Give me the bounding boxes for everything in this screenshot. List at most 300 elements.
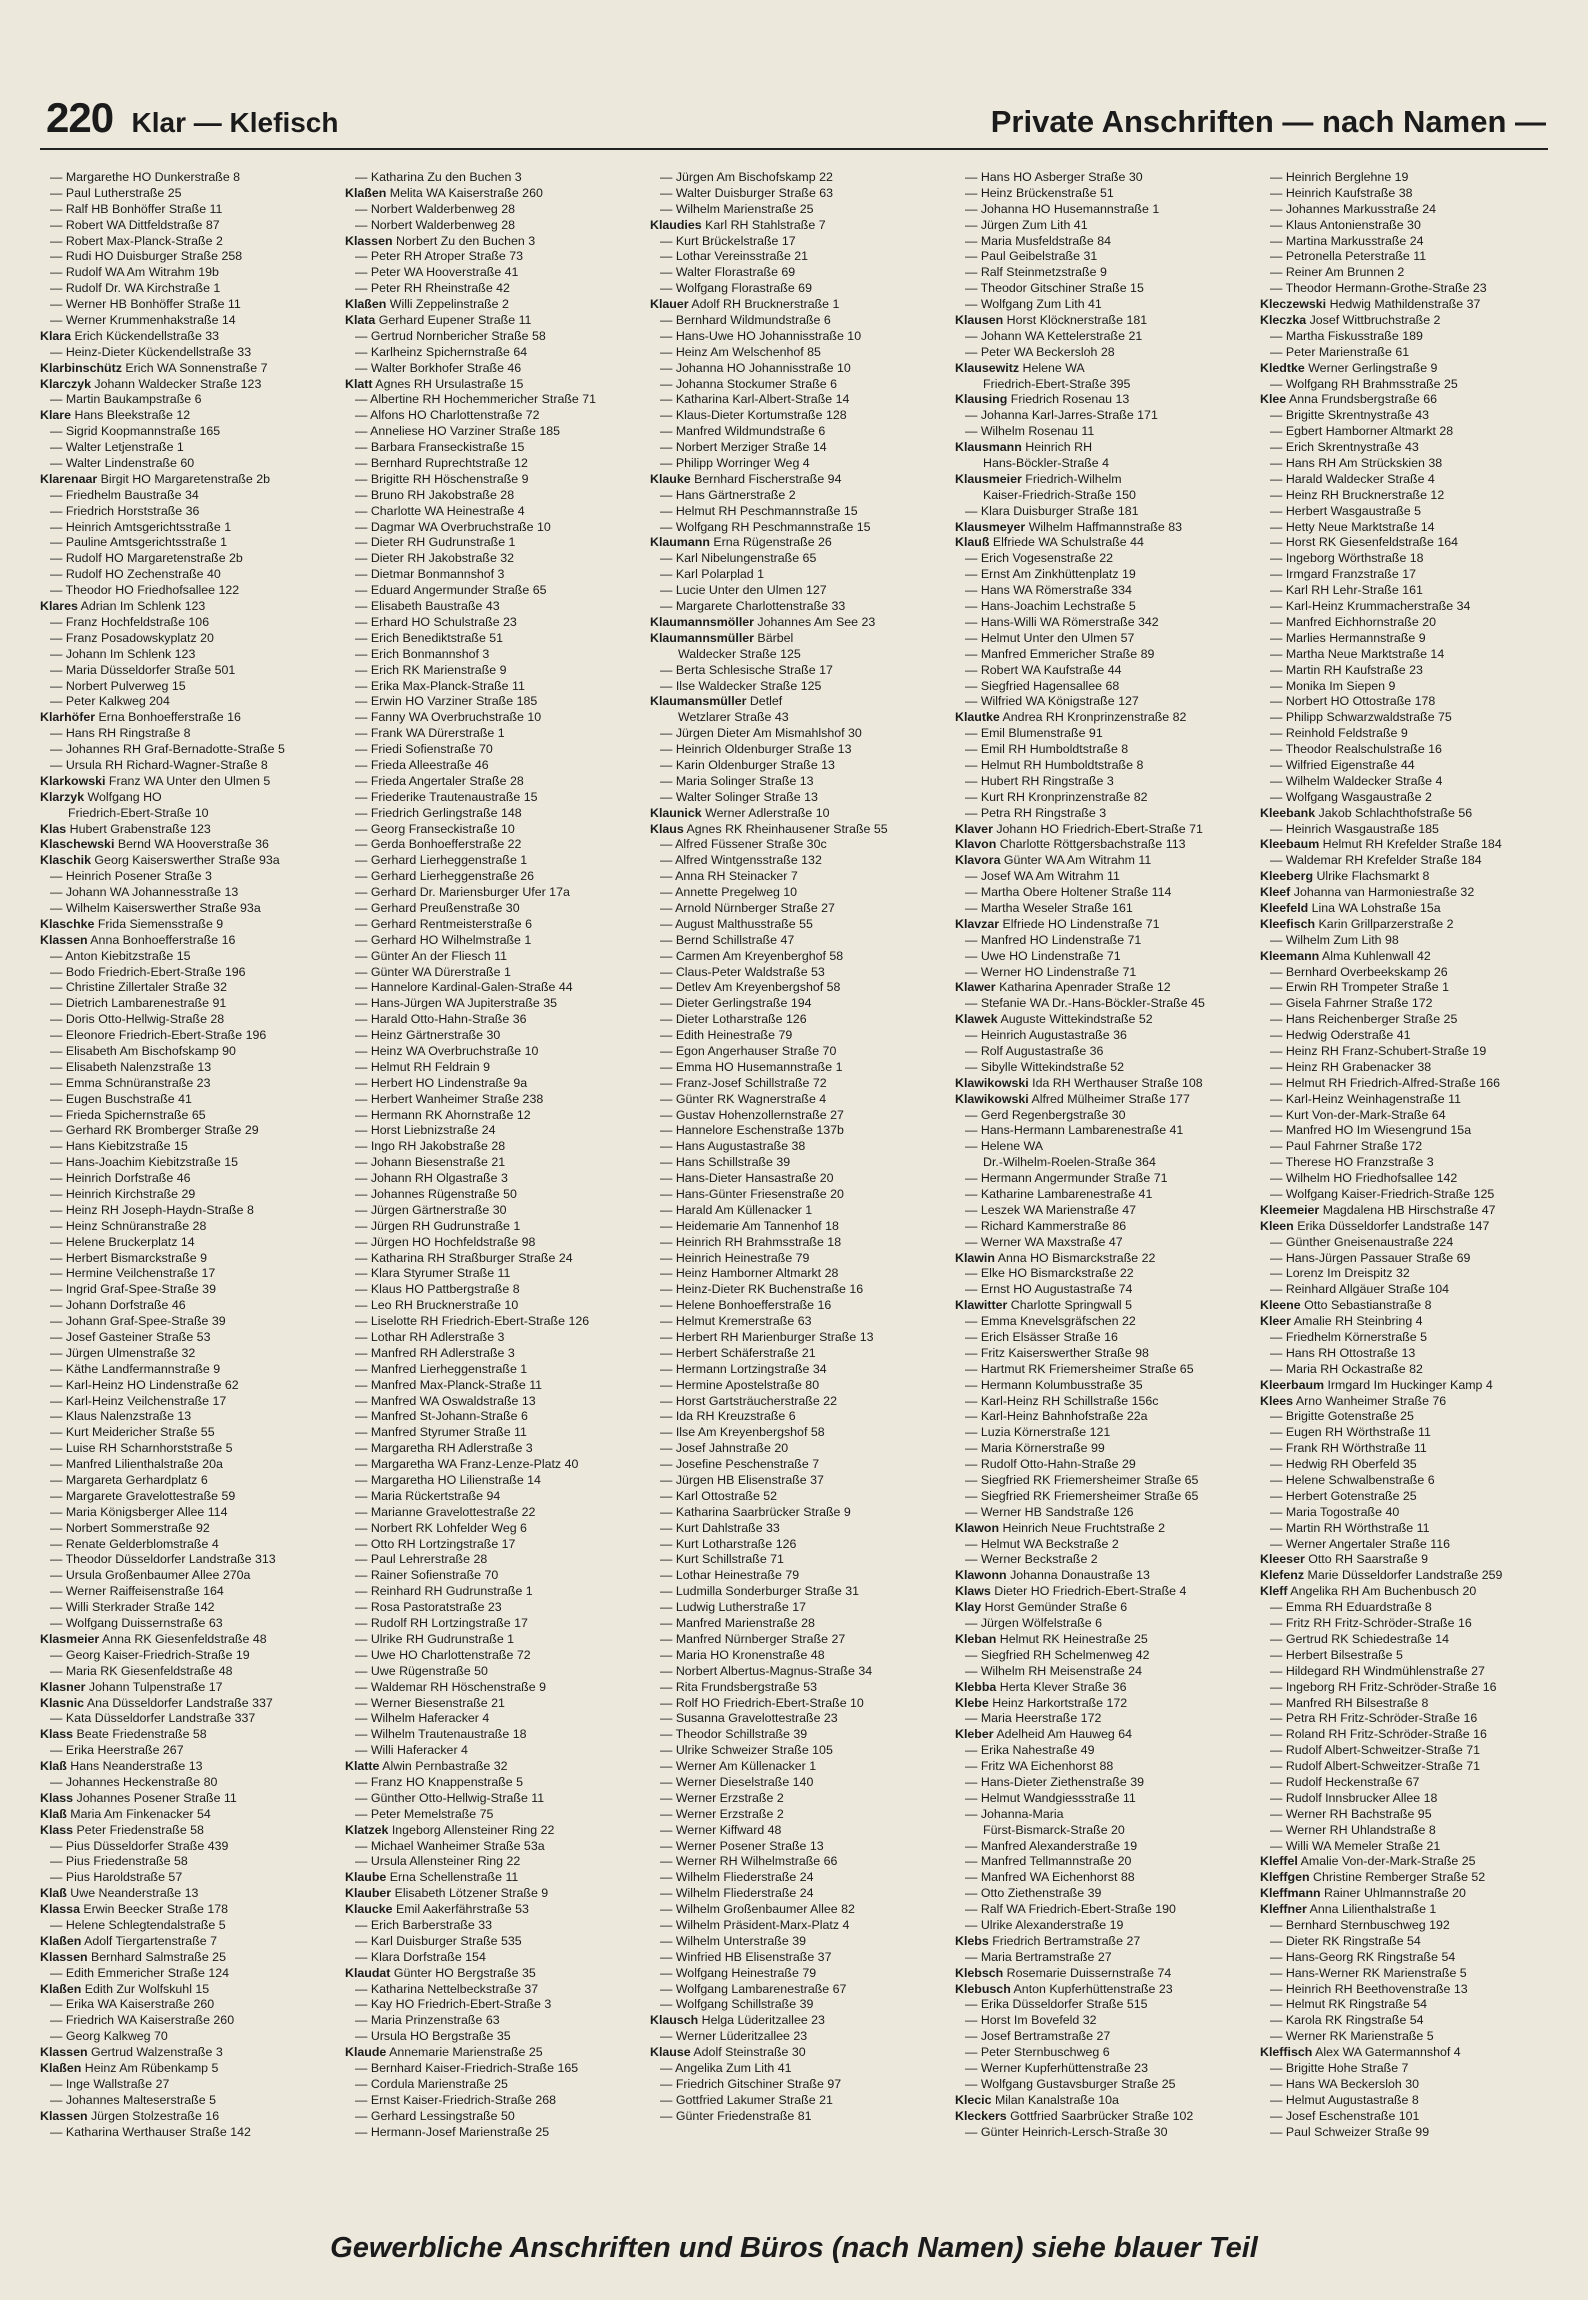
surname: Klaver [955, 821, 993, 836]
sub-entry: — Manfred Eichhornstraße 20 [1270, 614, 1436, 629]
sub-entry: — Ralf Steinmetzstraße 9 [965, 265, 1107, 280]
sub-entry: — Margaretha RH Adlerstraße 3 [355, 1441, 533, 1456]
entry-details: Arno Wanheimer Straße 76 [1293, 1393, 1447, 1408]
sub-entry: — Manfred WA Eichenhorst 88 [965, 1870, 1135, 1885]
sub-entry: — Margaretha WA Franz-Lenze-Platz 40 [355, 1457, 579, 1472]
sub-entry: — Hans Reichenberger Straße 25 [1270, 1012, 1458, 1027]
entry-continuation: Waldecker Straße 125 [678, 646, 801, 661]
sub-entry: — Dieter RK Ringstraße 54 [1270, 1933, 1421, 1948]
surname-entry [650, 615, 948, 631]
sub-entry: — Paul Lehrerstraße 28 [355, 1552, 488, 1567]
surname: Kleerbaum [1260, 1377, 1325, 1392]
sub-entry: — Hans Augustastraße 38 [660, 1139, 806, 1154]
sub-entry: — Marianne Gravelottestraße 22 [355, 1504, 536, 1519]
sub-entry: — Heinrich Oldenburger Straße 13 [660, 742, 852, 757]
surname: Kleen [1260, 1218, 1294, 1233]
entry-details: Agnes RH Ursulastraße 15 [372, 376, 524, 391]
sub-entry: — Pius Haroldstraße 57 [50, 1870, 183, 1885]
surname: Kleebaum [1260, 837, 1320, 852]
sub-entry: — Anna RH Steinacker 7 [660, 869, 798, 884]
sub-entry: — Ernst Am Zinkhüttenplatz 19 [965, 567, 1136, 582]
entry-details: Gottfried Saarbrücker Straße 102 [1006, 2108, 1194, 2123]
surname-entry [650, 694, 948, 710]
entry-details: Irmgard Im Huckinger Kamp 4 [1324, 1377, 1493, 1392]
sub-entry: — Werner Kupferhüttenstraße 23 [965, 2060, 1148, 2075]
sub-entry: — Walter Florastraße 69 [660, 265, 796, 280]
surname: Klaß [40, 1759, 67, 1774]
surname: Klasner [40, 1679, 86, 1694]
sub-entry: — Günther Otto-Hellwig-Straße 11 [355, 1790, 545, 1805]
entry-details: Amalie Von-der-Mark-Straße 25 [1297, 1854, 1476, 1869]
sub-entry: — Helmut RK Ringstraße 54 [1270, 1997, 1428, 2012]
surname: Klavzar [955, 916, 1000, 931]
sub-entry: — Heinz Schnüranstraße 28 [50, 1218, 207, 1233]
sub-entry: — Hedwig RH Oberfeld 35 [1270, 1457, 1417, 1472]
entry-details: Lina WA Lohstraße 15a [1308, 900, 1441, 915]
entry-details: Anna HO Bismarckstraße 22 [994, 1250, 1156, 1265]
surname: Kleber [955, 1727, 994, 1742]
surname: Kleemeier [1260, 1202, 1320, 1217]
entry-details: Birgit HO Margaretenstraße 2b [97, 471, 271, 486]
sub-entry: — Hans-Günter Friesenstraße 20 [660, 1187, 844, 1201]
sub-entry: — Hans WA Beckersloh 30 [1270, 2076, 1419, 2091]
sub-entry: — Hans-Dieter Hansastraße 20 [660, 1171, 834, 1186]
sub-entry: — Uwe Rügenstraße 50 [355, 1663, 488, 1678]
sub-entry: — Rolf Augustastraße 36 [965, 1043, 1104, 1058]
sub-entry: — Peter Memelstraße 75 [355, 1806, 494, 1821]
sub-entry: — Karl-Heinz Bahnhofstraße 22a [965, 1409, 1148, 1424]
sub-entry: — Martin RH Wörthstraße 11 [1270, 1520, 1430, 1535]
sub-entry: — Ernst Kaiser-Friedrich-Straße 268 [355, 2092, 557, 2107]
surname-entry [40, 1759, 338, 1775]
sub-entry: — Werner HO Lindenstraße 71 [965, 964, 1137, 979]
entry-details: Detlef [746, 694, 783, 709]
sub-entry: — Ernst HO Augustastraße 74 [965, 1282, 1133, 1297]
entry-details: Hubert Grabenstraße 123 [66, 821, 211, 836]
sub-entry: — Hans-Jürgen WA Jupiterstraße 35 [355, 996, 558, 1011]
surname-entry [345, 186, 643, 202]
sub-entry: — Werner RH Wilhelmstraße 66 [660, 1854, 838, 1869]
surname-entry [1260, 917, 1550, 933]
sub-entry: — Rudolf HO Margaretenstraße 2b [50, 551, 243, 566]
sub-entry: — Susanna Gravelottestraße 23 [660, 1711, 838, 1726]
surname-entry [955, 1680, 1253, 1696]
entry-details: Hans Neanderstraße 13 [66, 1759, 203, 1774]
sub-entry: — Ulrike Alexanderstraße 19 [965, 1917, 1124, 1932]
sub-entry: — Michael Wanheimer Straße 53a [355, 1838, 545, 1853]
surname-entry [955, 1727, 1253, 1743]
surname: Klausing [955, 392, 1008, 407]
sub-entry: — Hildegard RH Windmühlenstraße 27 [1270, 1663, 1485, 1678]
sub-entry: — Norbert Walderbenweg 28 [355, 217, 516, 232]
sub-entry: — Manfred HO Im Wiesengrund 15a [1270, 1123, 1472, 1138]
sub-entry: — Erika Max-Planck-Straße 11 [355, 678, 525, 693]
surname-entry [955, 472, 1253, 488]
sub-entry: — Helene Schwalbenstraße 6 [1270, 1473, 1435, 1488]
sub-entry: — Reinhard RH Gudrunstraße 1 [355, 1584, 533, 1599]
sub-entry: — Helmut RH Humboldtstraße 8 [965, 757, 1144, 772]
surname-entry [955, 1934, 1253, 1950]
sub-entry: — Frieda Alleestraße 46 [355, 757, 489, 772]
surname-entry [1260, 1552, 1550, 1568]
sub-entry: — Horst Gartsträucherstraße 22 [660, 1393, 837, 1408]
sub-entry: — Hedwig Oderstraße 41 [1270, 1028, 1411, 1043]
surname-entry [40, 472, 338, 488]
sub-entry: — Heinz WA Overbruchstraße 10 [355, 1043, 539, 1058]
sub-entry: — Karin Oldenburger Straße 13 [660, 757, 835, 772]
entry-details: Anton Kupferhüttenstraße 23 [1010, 1981, 1173, 1996]
entry-details: Heinz Am Rübenkamp 5 [81, 2060, 219, 2075]
sub-entry: — Werner Kiffward 48 [660, 1822, 782, 1837]
sub-entry: — Hans RH Ringstraße 8 [50, 726, 191, 741]
surname-entry [955, 1632, 1253, 1648]
sub-entry: — Hermann Lortzingstraße 34 [660, 1361, 827, 1376]
sub-entry: — Heinz Brückenstraße 51 [965, 185, 1114, 200]
sub-entry: — Heinrich Amtsgerichtsstraße 1 [50, 519, 232, 534]
entry-details: Johanna van Harmoniestraße 32 [1290, 885, 1475, 900]
sub-entry: — Hermine Veilchenstraße 17 [50, 1266, 216, 1281]
sub-entry: — Hans-Uwe HO Johannisstraße 10 [660, 328, 862, 343]
sub-entry: — Johanna HO Johannisstraße 10 [660, 360, 851, 375]
sub-entry: — Herbert RH Marienburger Straße 13 [660, 1330, 874, 1345]
sub-entry: — Gerhard Lierheggenstraße 26 [355, 869, 535, 884]
sub-entry: — Gerd Regenbergstraße 30 [965, 1107, 1126, 1122]
sub-entry: — Ralf WA Friedrich-Ebert-Straße 190 [965, 1902, 1176, 1917]
sub-entry: — Friedrich Gerlingstraße 148 [355, 805, 522, 820]
sub-entry: — Wilhelm Unterstraße 39 [660, 1933, 806, 1948]
sub-entry: — Rudolf Otto-Hahn-Straße 29 [965, 1457, 1136, 1472]
sub-entry: — Klara Styrumer Straße 11 [355, 1266, 511, 1281]
sub-entry: — Martina Markusstraße 24 [1270, 233, 1424, 248]
sub-entry: — Heinrich RH Beethovenstraße 13 [1270, 1981, 1468, 1996]
sub-entry: — Karl Nibelungenstraße 65 [660, 551, 817, 566]
sub-entry: — Norbert Sommerstraße 92 [50, 1520, 210, 1535]
entry-details: Uwe Neanderstraße 13 [66, 1886, 199, 1901]
sub-entry: — Manfred RH Adlerstraße 3 [355, 1345, 515, 1360]
sub-entry: — Manfred WA Oswaldstraße 13 [355, 1393, 536, 1408]
sub-entry: — Maria Prinzenstraße 63 [355, 2013, 500, 2028]
sub-entry: — Peter WA Hooverstraße 41 [355, 265, 519, 280]
entry-details: Anna Lilienthalstraße 1 [1306, 1902, 1437, 1917]
surname-entry [1260, 869, 1550, 885]
sub-entry: — Maria Düsseldorfer Straße 501 [50, 662, 236, 677]
sub-entry: — Dietmar Bonmannshof 3 [355, 567, 505, 582]
sub-entry: — Werner Dieselstraße 140 [660, 1774, 814, 1789]
entry-continuation: Kaiser-Friedrich-Straße 150 [983, 487, 1136, 502]
sub-entry: — Reinhold Feldstraße 9 [1270, 726, 1408, 741]
sub-entry: — Hans RH Am Strückskien 38 [1270, 456, 1443, 471]
surname-entry [40, 853, 338, 869]
sub-entry: — Ursula HO Bergstraße 35 [355, 2029, 511, 2044]
sub-entry: — Werner RK Marienstraße 5 [1270, 2029, 1434, 2044]
surname-entry [1260, 1584, 1550, 1600]
surname: Klauber [345, 1886, 392, 1901]
sub-entry: — Franz Hochfeldstraße 106 [50, 614, 210, 629]
sub-entry: — Herbert Wanheimer Straße 238 [355, 1091, 544, 1106]
sub-entry: — Christine Zillertaler Straße 32 [50, 980, 227, 995]
entry-details: Gertrud Walzenstraße 3 [87, 2045, 223, 2060]
sub-entry: — Werner RH Bachstraße 95 [1270, 1806, 1432, 1821]
sub-entry: — Wolfgang Zum Lith 41 [965, 297, 1102, 312]
surname: Klausmeier [955, 471, 1022, 486]
sub-entry: — Therese HO Franzstraße 3 [1270, 1155, 1434, 1170]
sub-entry: — Ralf HB Bonhöffer Straße 11 [50, 201, 223, 216]
sub-entry: — Sigrid Koopmannstraße 165 [50, 424, 221, 439]
sub-entry: — Werner WA Maxstraße 47 [965, 1234, 1123, 1249]
sub-entry: — Frieda Spichernstraße 65 [50, 1107, 206, 1122]
surname-entry [40, 1982, 338, 1998]
sub-entry: — Josef Bertramstraße 27 [965, 2029, 1111, 2044]
entry-details: Elfriede WA Schulstraße 44 [989, 535, 1144, 550]
sub-entry: — Harald Am Küllenacker 1 [660, 1202, 813, 1217]
sub-entry: — Emma HO Husemannstraße 1 [660, 1059, 843, 1074]
surname: Kleczka [1260, 313, 1307, 328]
entry-continuation: Wetzlarer Straße 43 [678, 710, 789, 725]
sub-entry: — Johannes Heckenstraße 80 [50, 1774, 218, 1789]
sub-entry: — Heinrich Posener Straße 3 [50, 869, 212, 884]
surname-entry [650, 631, 948, 647]
surname-entry [955, 710, 1253, 726]
surname: Klare [40, 408, 71, 423]
surname-entry [345, 1886, 643, 1902]
sub-entry: — Waldemar RH Höschenstraße 9 [355, 1679, 546, 1694]
sub-entry: — Herbert Bismarckstraße 9 [50, 1250, 207, 1265]
entry-details: Adrian Im Schlenk 123 [77, 599, 206, 614]
sub-entry: — Siegfried RK Friemersheimer Straße 65 [965, 1488, 1199, 1503]
sub-entry: — August Malthusstraße 55 [660, 916, 813, 931]
sub-entry: — Wolfgang Florastraße 69 [660, 281, 812, 296]
surname: Kleffgen [1260, 1870, 1310, 1885]
surname-entry [40, 822, 338, 838]
sub-entry: — Manfred Lierheggenstraße 1 [355, 1361, 528, 1376]
sub-entry: — Fritz RH Fritz-Schröder-Straße 16 [1270, 1616, 1472, 1631]
surname-entry [1260, 1394, 1550, 1410]
sub-entry: — Charlotte WA Heinestraße 4 [355, 503, 525, 518]
surname: Klawon [955, 1520, 1000, 1535]
sub-entry: — Rudolf Dr. WA Kirchstraße 1 [50, 281, 221, 296]
sub-entry: — Elisabeth Am Bischofskamp 90 [50, 1043, 236, 1058]
sub-entry: — Jürgen Zum Lith 41 [965, 217, 1088, 232]
surname: Klebs [955, 1933, 989, 1948]
entry-details: Maria Am Finkenacker 54 [66, 1806, 211, 1821]
sub-entry: — Arnold Nürnberger Straße 27 [660, 900, 835, 915]
sub-entry: — Lothar RH Adlerstraße 3 [355, 1330, 505, 1345]
surname-entry [1260, 2045, 1550, 2061]
sub-entry: — Gertrud RK Schiedestraße 14 [1270, 1631, 1450, 1646]
sub-entry: — Werner RH Uhlandstraße 8 [1270, 1822, 1436, 1837]
sub-entry: — Franz HO Knappenstraße 5 [355, 1774, 524, 1789]
sub-entry: — Inge Wallstraße 27 [50, 2076, 170, 2091]
surname-entry [1260, 1219, 1550, 1235]
entry-details: Peter Friedenstraße 58 [73, 1822, 204, 1837]
sub-entry: — Johanna-Maria [965, 1806, 1064, 1821]
sub-entry: — Theodor Realschulstraße 16 [1270, 742, 1442, 757]
sub-entry: — Hannelore Eschenstraße 137b [660, 1123, 844, 1138]
sub-entry: — Friedrich Horststraße 36 [50, 503, 200, 518]
sub-entry: — Wilhelm Präsident-Marx-Platz 4 [660, 1917, 850, 1932]
listing-columns [40, 170, 1550, 2220]
sub-entry: — Manfred Alexanderstraße 19 [965, 1838, 1138, 1853]
surname-entry [40, 1950, 338, 1966]
sub-entry: — Gerhard Dr. Mariensburger Ufer 17a [355, 885, 570, 900]
surname: Kleckers [955, 2108, 1007, 2123]
sub-entry: — Petra RH Ringstraße 3 [965, 805, 1107, 820]
sub-entry: — Erika Heerstraße 267 [50, 1743, 184, 1758]
sub-entry: — Georg Kaiser-Friedrich-Straße 19 [50, 1647, 250, 1662]
sub-entry: — Philipp Schwarzwaldstraße 75 [1270, 710, 1452, 725]
sub-entry: — Josefine Peschenstraße 7 [660, 1457, 820, 1472]
surname-entry [40, 790, 338, 806]
sub-entry: — Erich Barberstraße 33 [355, 1917, 493, 1932]
sub-entry: — Bernhard Wildmundstraße 6 [660, 313, 831, 328]
sub-entry: — Heinz-Dieter Kückendellstraße 33 [50, 344, 252, 359]
sub-entry: — Hetty Neue Marktstraße 14 [1270, 519, 1435, 534]
surname-entry [955, 1584, 1253, 1600]
sub-entry: — Irmgard Franzstraße 17 [1270, 567, 1416, 582]
sub-entry: — Robert Max-Planck-Straße 2 [50, 233, 223, 248]
sub-entry: — Werner Posener Straße 13 [660, 1838, 824, 1853]
sub-entry: — Alfred Füssener Straße 30c [660, 837, 827, 852]
entry-details: Edith Zur Wolfskuhl 15 [81, 1981, 210, 1996]
sub-entry: — Rudolf RH Lortzingstraße 17 [355, 1616, 528, 1631]
entry-details: Ana Düsseldorfer Landstraße 337 [84, 1695, 273, 1710]
sub-entry: — Käthe Landfermannstraße 9 [50, 1361, 221, 1376]
surname-entry [955, 1696, 1253, 1712]
entry-details: Günter HO Bergstraße 35 [390, 1965, 536, 1980]
sub-entry: — Rudolf Innsbrucker Allee 18 [1270, 1790, 1438, 1805]
surname-entry [40, 1632, 338, 1648]
sub-entry: — Siegfried RH Schelmenweg 42 [965, 1647, 1150, 1662]
entry-details: Alwin Pernbastraße 32 [379, 1759, 508, 1774]
column-3 [650, 170, 948, 2220]
surname: Kleczewski [1260, 297, 1327, 312]
surname-entry [955, 520, 1253, 536]
sub-entry: — Herbert HO Lindenstraße 9a [355, 1075, 528, 1090]
surname: Klefenz [1260, 1568, 1305, 1583]
column-1 [40, 170, 338, 2220]
sub-entry: — Roland RH Fritz-Schröder-Straße 16 [1270, 1727, 1487, 1742]
sub-entry: — Katharine Lambarenestraße 41 [965, 1187, 1153, 1201]
sub-entry: — Hermann-Josef Marienstraße 25 [355, 2124, 550, 2139]
surname: Klatte [345, 1759, 380, 1774]
sub-entry: — Brigitte Skrentnystraße 43 [1270, 408, 1430, 423]
entry-details: Josef Wittbruchstraße 2 [1306, 313, 1441, 328]
sub-entry: — Gerda Bonhoefferstraße 22 [355, 837, 522, 852]
sub-entry: — Albertine RH Hochemmericher Straße 71 [355, 392, 597, 407]
entry-details: Auguste Wittekindstraße 52 [997, 1012, 1153, 1027]
surname-entry [40, 329, 338, 345]
surname: Klaßen [345, 185, 387, 200]
entry-details: Beate Friedenstraße 58 [73, 1727, 207, 1742]
surname-entry [1260, 901, 1550, 917]
entry-details: Marie Düsseldorfer Landstraße 259 [1304, 1568, 1503, 1583]
sub-entry: — Werner Erzstraße 2 [660, 1790, 784, 1805]
sub-entry: — Ida RH Kreuzstraße 6 [660, 1409, 796, 1424]
surname: Klass [40, 1727, 74, 1742]
surname-entry [40, 2061, 338, 2077]
entry-details: Helene WA [1019, 360, 1085, 375]
sub-entry: — Jürgen Am Bischofskamp 22 [660, 170, 833, 184]
surname: Klara [40, 328, 71, 343]
surname-entry [955, 440, 1253, 456]
surname: Klaude [345, 2045, 387, 2060]
sub-entry: — Winfried HB Elisenstraße 37 [660, 1949, 832, 1964]
sub-entry: — Karl-Heinz Weinhagenstraße 11 [1270, 1091, 1461, 1106]
surname: Kleene [1260, 1298, 1301, 1313]
sub-entry: — Friedhelm Körnerstraße 5 [1270, 1330, 1428, 1345]
sub-entry: — Wilhelm Großenbaumer Allee 82 [660, 1902, 855, 1917]
sub-entry: — Hermann Kolumbusstraße 35 [965, 1377, 1143, 1392]
entry-details: Otto Sebastianstraße 8 [1300, 1298, 1432, 1313]
sub-entry: — Helmut Kremerstraße 63 [660, 1314, 812, 1329]
sub-entry: — Martha Obere Holtener Straße 114 [965, 885, 1172, 900]
sub-entry: — Heinrich RH Brahmsstraße 18 [660, 1234, 842, 1249]
sub-entry: — Gerhard Lessingstraße 50 [355, 2108, 515, 2123]
surname-entry [40, 2045, 338, 2061]
column-5 [1260, 170, 1550, 2220]
sub-entry: — Eduard Angermunder Straße 65 [355, 583, 547, 598]
sub-entry: — Theodor Schillstraße 39 [660, 1727, 808, 1742]
sub-entry: — Uwe HO Lindenstraße 71 [965, 948, 1121, 963]
surname: Klausch [650, 2013, 699, 2028]
sub-entry: — Paul Schweizer Straße 99 [1270, 2124, 1430, 2139]
sub-entry: — Detlev Am Kreyenbergshof 58 [660, 980, 841, 995]
footer-note: Gewerbliche Anschriften und Büros (nach Namen) siehe blauer Teil [330, 2232, 1258, 2264]
sub-entry: — Siegfried RK Friemersheimer Straße 65 [965, 1473, 1199, 1488]
sub-entry: — Wilfried WA Königstraße 127 [965, 694, 1139, 709]
entry-details: Norbert Zu den Buchen 3 [392, 233, 536, 248]
sub-entry: — Heinz-Dieter RK Buchenstraße 16 [660, 1282, 864, 1297]
entry-details: Helmut RH Krefelder Straße 184 [1319, 837, 1502, 852]
surname: Klebba [955, 1679, 997, 1694]
sub-entry: — Johann WA Kettelerstraße 21 [965, 328, 1143, 343]
sub-entry: — Dieter RH Gudrunstraße 1 [355, 535, 516, 550]
sub-entry: — Wilhelm Fliederstraße 24 [660, 1886, 814, 1901]
surname-entry [1260, 1298, 1550, 1314]
sub-entry: — Paul Geibelstraße 31 [965, 249, 1098, 264]
sub-entry: — Karl RH Lehr-Straße 161 [1270, 583, 1423, 598]
sub-entry: — Johann Im Schlenk 123 [50, 646, 196, 661]
sub-entry: — Werner Krummenhakstraße 14 [50, 313, 236, 328]
surname-entry [1260, 949, 1550, 965]
sub-entry: — Maria HO Kronenstraße 48 [660, 1647, 825, 1662]
sub-entry: — Brigitte Hohe Straße 7 [1270, 2060, 1409, 2075]
sub-entry: — Klaus-Dieter Kortumstraße 128 [660, 408, 847, 423]
sub-entry: — Edith Heinestraße 79 [660, 1028, 793, 1043]
sub-entry: — Manfred HO Lindenstraße 71 [965, 932, 1142, 947]
surname: Klass [40, 1790, 74, 1805]
surname-entry [650, 2013, 948, 2029]
entry-details: Adolf Tiergartenstraße 7 [81, 1933, 217, 1948]
sub-entry: — Johanna Stockumer Straße 6 [660, 376, 837, 391]
sub-entry: — Erika WA Kaiserstraße 260 [50, 1997, 215, 2012]
sub-entry: — Leo RH Brucknerstraße 10 [355, 1298, 519, 1313]
sub-entry: — Hans Schillstraße 39 [660, 1155, 791, 1170]
sub-entry: — Rosa Pastoratstraße 23 [355, 1600, 502, 1615]
sub-entry: — Rudolf HO Zechenstraße 40 [50, 567, 221, 582]
sub-entry: — Liselotte RH Friedrich-Ebert-Straße 126 [355, 1314, 590, 1329]
sub-entry: — Manfred Styrumer Straße 11 [355, 1425, 527, 1440]
sub-entry: — Hartmut RK Friemersheimer Straße 65 [965, 1361, 1194, 1376]
surname-entry [955, 1012, 1253, 1028]
sub-entry: — Manfred Wildmundstraße 6 [660, 424, 826, 439]
sub-entry: — Manfred Max-Planck-Straße 11 [355, 1377, 543, 1392]
sub-entry: — Otto RH Lortzingstraße 17 [355, 1536, 516, 1551]
sub-entry: — Siegfried Hagensallee 68 [965, 678, 1120, 693]
sub-entry: — Hermine Apostelstraße 80 [660, 1377, 820, 1392]
surname: Klee [1260, 392, 1287, 407]
sub-entry: — Jürgen HO Hochfeldstraße 98 [355, 1234, 536, 1249]
